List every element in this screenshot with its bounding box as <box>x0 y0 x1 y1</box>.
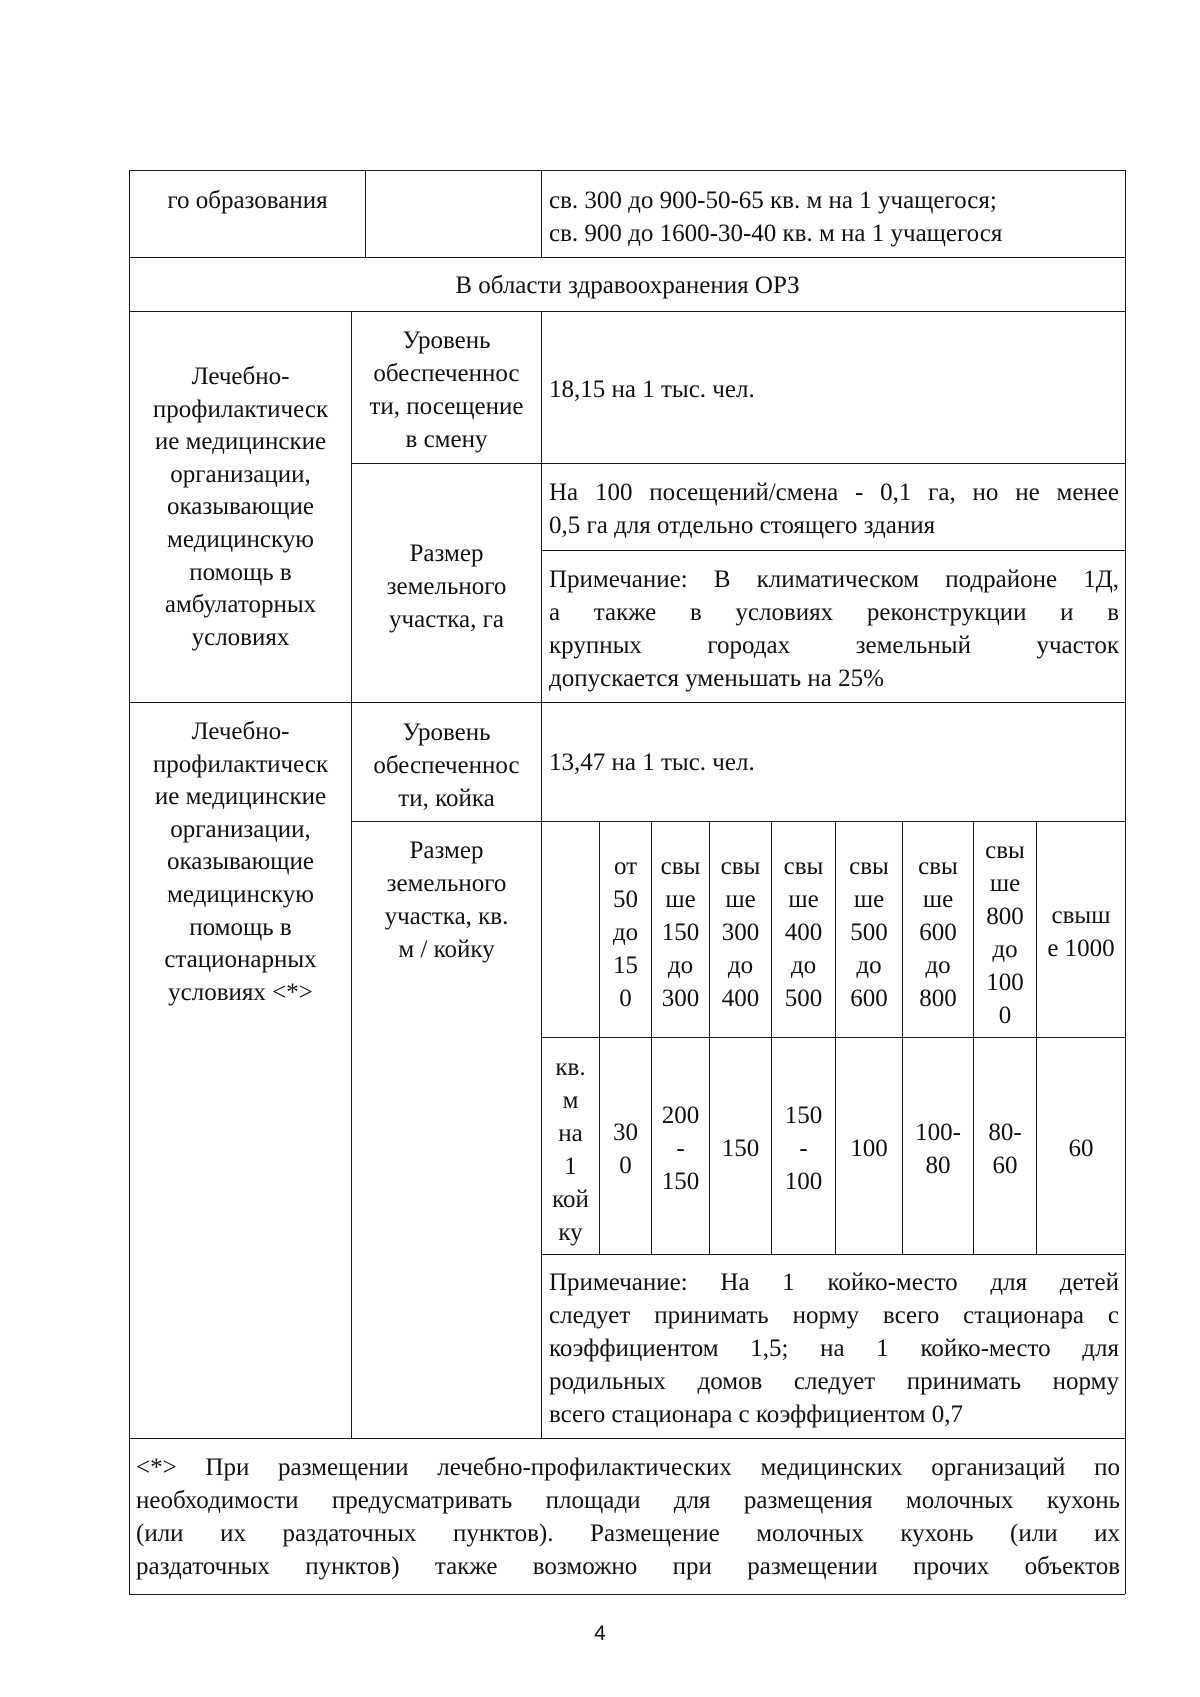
subtable-header-line: до <box>992 936 1018 963</box>
ambulatory-land-label-line: участка, га <box>389 606 504 633</box>
ambulatory-land-note <box>549 563 1119 695</box>
inpatient-note <box>549 1266 1119 1431</box>
section-title-text: В области здравоохранения ОРЗ <box>455 272 800 299</box>
ambulatory-level-label <box>352 324 541 456</box>
inpatient-name <box>130 716 351 1009</box>
inpatient-name-line: профилактическ <box>152 750 329 778</box>
subtable-header-cell <box>974 834 1036 1032</box>
ambulatory-name-line: ие медицинские <box>154 428 327 456</box>
subtable-header-line: 0 <box>998 1002 1012 1029</box>
subtable-header-line: от <box>613 853 638 880</box>
ambulatory-name-line: профилактическ <box>152 395 329 423</box>
subtable-value-line: 60 <box>1068 1135 1094 1162</box>
subtable-value-line: 80- <box>988 1119 1022 1146</box>
subtable-value-cell <box>1037 1132 1125 1165</box>
subtable-header-line: 50 <box>613 886 638 913</box>
subtable-value-line: 150 <box>784 1102 823 1129</box>
subtable-unit-line: кой <box>552 1186 589 1213</box>
ambulatory-name-line: амбулаторных <box>164 591 317 619</box>
inpatient-level-label-line: Уровень <box>402 719 491 746</box>
subtable-header-line: 15 <box>613 952 638 979</box>
subtable-header-line: до <box>925 952 951 979</box>
subtable-header-cell <box>1037 899 1125 965</box>
subtable-header-line: 300 <box>661 985 700 1012</box>
subtable-header-line: свыш <box>1051 902 1111 929</box>
ambulatory-land-label <box>352 537 541 636</box>
inpatient-land-label-line: участка, кв. <box>384 903 509 930</box>
ambulatory-land-label-line: Размер <box>409 540 484 567</box>
subtable-header-line: 300 <box>721 919 760 946</box>
subtable-header-line: 400 <box>784 919 823 946</box>
subtable-header-line: 400 <box>721 985 760 1012</box>
ambulatory-level-value-text: 18,15 на 1 тыс. чел. <box>549 376 755 403</box>
subtable-value-line: 60 <box>992 1152 1018 1179</box>
subtable-unit-line: кв. <box>555 1054 586 1081</box>
page-number <box>560 1622 640 1646</box>
subtable-header-line: е 1000 <box>1047 935 1115 962</box>
inpatient-name-line: оказывающие <box>166 848 314 876</box>
subtable-header-line: свы <box>720 853 761 880</box>
subtable-header-line: ше <box>853 886 885 913</box>
subtable-value-cell <box>974 1116 1036 1182</box>
subtable-value-cell <box>710 1132 771 1165</box>
inpatient-name-line: медицинскую <box>167 880 314 908</box>
ambulatory-land-label-line: земельного <box>386 573 507 600</box>
subtable-header-line: ше <box>989 870 1021 897</box>
row-top-col1 <box>130 184 365 217</box>
page-number-text: 4 <box>594 1622 606 1645</box>
inpatient-land-label-line: Размер <box>409 837 484 864</box>
inpatient-name-line: ие медицинские <box>154 783 327 811</box>
inpatient-level-value <box>549 746 1119 779</box>
subtable-header-line: свы <box>918 853 958 880</box>
subtable-header-cell <box>903 850 973 1015</box>
subtable-header-line: ше <box>725 886 756 913</box>
inpatient-name-line: условиях <*> <box>168 978 313 1006</box>
subtable-header-cell <box>710 850 771 1015</box>
section-title <box>130 269 1125 302</box>
subtable-value-line: 30 <box>613 1119 638 1146</box>
subtable-unit <box>542 1051 599 1249</box>
footnote-line: <*> При размещении лечебно-профилактических медицинских организаций по <box>136 1454 1120 1481</box>
subtable-header-line: ше <box>788 886 819 913</box>
inpatient-name-line: Лечебно- <box>191 718 290 745</box>
ambulatory-land-note-line: допускается уменьшать на 25% <box>549 665 884 692</box>
subtable-header-line: свы <box>849 853 889 880</box>
subtable-header-cell <box>772 850 835 1015</box>
footnote-line: (или их раздаточных пунктов). Размещение молочных кухонь (или их <box>136 1520 1120 1547</box>
inpatient-note-line: следует принимать норму всего стационара с <box>549 1302 1119 1329</box>
ambulatory-land-value-line: На 100 посещений/смена - 0,1 га, но не менее <box>549 479 1119 506</box>
subtable-value-cell <box>652 1099 709 1198</box>
ambulatory-name-line: оказывающие <box>166 493 314 521</box>
ambulatory-name-line: условиях <box>191 623 290 651</box>
subtable-value-cell <box>772 1099 835 1198</box>
subtable-header-cell <box>652 850 709 1015</box>
inpatient-note-line: коэффициентом 1,5; на 1 койко-место для <box>549 1335 1119 1362</box>
subtable-header-line: до <box>667 952 694 979</box>
subtable-value-line: 100 <box>850 1135 888 1162</box>
ambulatory-level-label-line: Уровень <box>402 327 491 354</box>
subtable-header-line: до <box>856 952 882 979</box>
subtable-header-cell <box>600 850 651 1015</box>
subtable-header-cell <box>836 850 902 1015</box>
subtable-header-line: 800 <box>919 985 957 1012</box>
subtable-header-line: 100 <box>986 969 1024 996</box>
subtable-header-line: 600 <box>850 985 888 1012</box>
footnote <box>136 1451 1120 1583</box>
ambulatory-level-value <box>549 373 1119 406</box>
subtable-value-cell <box>600 1116 651 1182</box>
inpatient-name-line: помощь в <box>189 913 292 941</box>
row-top-col3-line: св. 900 до 1600-30-40 кв. м на 1 учащегося <box>549 220 1003 247</box>
ambulatory-land-value-line: 0,5 га для отдельно стоящего здания <box>549 512 936 539</box>
ambulatory-name-line: организации, <box>170 460 311 488</box>
subtable-header-line: 500 <box>850 919 888 946</box>
subtable-unit-line: 1 <box>564 1153 577 1180</box>
ambulatory-name <box>130 361 351 654</box>
subtable-value-line: - <box>676 1135 685 1162</box>
subtable-unit-line: на <box>558 1120 583 1147</box>
subtable-value-cell <box>903 1116 973 1182</box>
ambulatory-name-line: помощь в <box>189 558 292 586</box>
ambulatory-level-label-line: в смену <box>405 426 488 453</box>
subtable-header-line: 150 <box>661 919 700 946</box>
inpatient-level-label-line: обеспеченнос <box>373 752 520 779</box>
ambulatory-name-line: Лечебно- <box>191 363 290 390</box>
subtable-value-line: 80 <box>925 1152 951 1179</box>
inpatient-name-line: организации, <box>170 815 311 843</box>
inpatient-level-label-line: ти, койка <box>398 785 495 812</box>
subtable-value-line: 100 <box>784 1168 823 1195</box>
inpatient-note-line: Примечание: На 1 койко-место для детей <box>549 1269 1119 1296</box>
inpatient-name-line: стационарных <box>164 946 317 974</box>
ambulatory-land-note-line: крупных городах земельный участок <box>549 632 1119 659</box>
subtable-header-line: 600 <box>919 919 957 946</box>
row-top-col3 <box>549 184 1119 250</box>
inpatient-land-label <box>352 834 541 966</box>
ambulatory-level-label-line: обеспеченнос <box>373 360 520 387</box>
inpatient-land-label-line: м / койку <box>398 936 495 963</box>
inpatient-note-line: всего стационара с коэффициентом 0,7 <box>549 1401 963 1428</box>
inpatient-level-label <box>352 716 541 815</box>
subtable-header-line: 500 <box>784 985 823 1012</box>
subtable-value-line: 200 <box>661 1102 700 1129</box>
ambulatory-land-value <box>549 476 1119 542</box>
ambulatory-level-label-line: ти, посещение <box>369 393 524 420</box>
inpatient-note-line: родильных домов следует принимать норму <box>549 1368 1119 1395</box>
subtable-value-line: 0 <box>619 1152 632 1179</box>
subtable-header-line: до <box>790 952 817 979</box>
ambulatory-land-note-line: Примечание: В климатическом подрайоне 1Д, <box>549 566 1119 593</box>
inpatient-level-value-text: 13,47 на 1 тыс. чел. <box>549 749 755 776</box>
inpatient-land-label-line: земельного <box>386 870 507 897</box>
subtable-header-line: свы <box>660 853 701 880</box>
subtable-value-cell <box>836 1132 902 1165</box>
row-top-col3-line: св. 300 до 900-50-65 кв. м на 1 учащегося; <box>549 187 997 214</box>
ambulatory-name-line: медицинскую <box>167 525 314 553</box>
subtable-header-line: ше <box>922 886 954 913</box>
subtable-header-line: 800 <box>986 903 1024 930</box>
footnote-line: раздаточных пунктов) также возможно при размещении прочих объектов <box>136 1553 1120 1580</box>
subtable-value-line: 150 <box>721 1135 760 1162</box>
subtable-header-line: свы <box>783 853 824 880</box>
subtable-unit-line: ку <box>558 1219 583 1246</box>
footnote-line: необходимости предусматривать площади для размещения молочных кухонь <box>136 1487 1120 1514</box>
subtable-header-line: свы <box>985 837 1025 864</box>
subtable-header-line: 0 <box>619 985 632 1012</box>
row-top-col1-text: го образования <box>167 187 328 214</box>
subtable-unit-line: м <box>562 1087 579 1114</box>
subtable-header-line: до <box>612 919 639 946</box>
ambulatory-land-note-line: а также в условиях реконструкции и в <box>549 599 1119 626</box>
subtable-value-line: - <box>799 1135 808 1162</box>
subtable-value-line: 150 <box>661 1168 700 1195</box>
subtable-value-line: 100- <box>915 1119 961 1146</box>
subtable-header-line: ше <box>665 886 696 913</box>
subtable-header-line: до <box>727 952 754 979</box>
